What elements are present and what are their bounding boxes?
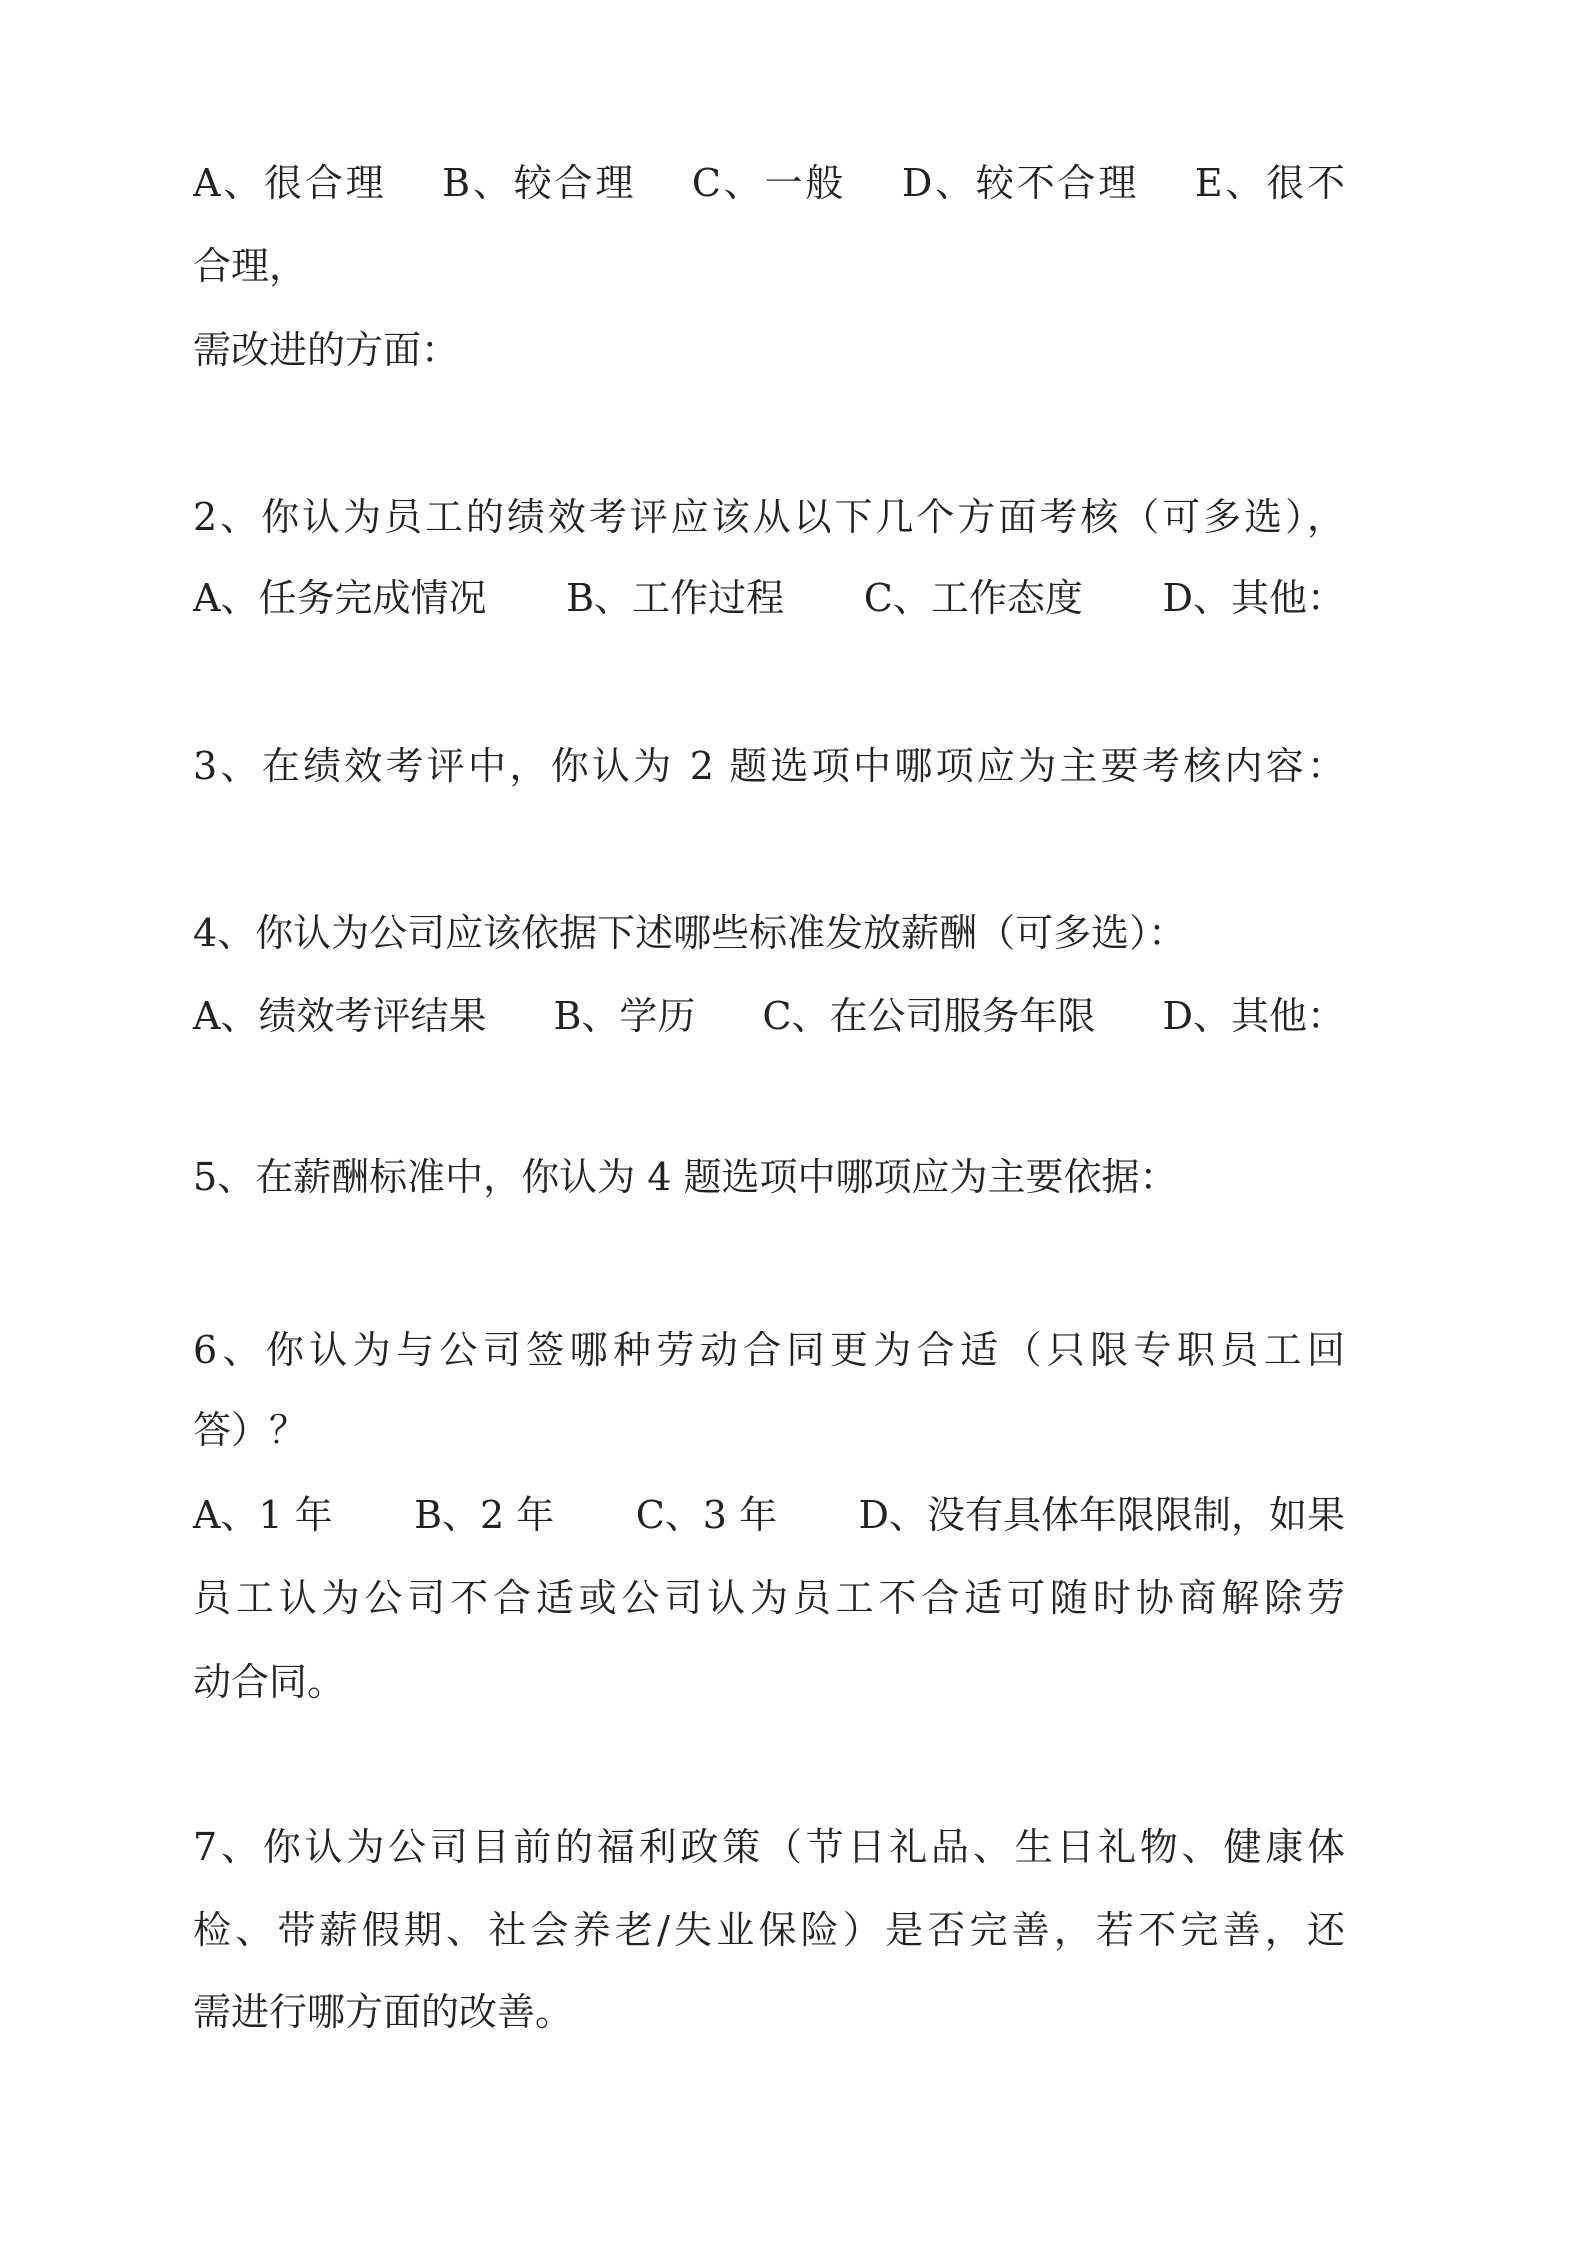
q4-option-b: B、学历 xyxy=(553,994,696,1038)
q2-option-d: D、其他： xyxy=(1162,576,1345,620)
q7-question-line-3: 需进行哪方面的改善。 xyxy=(193,1990,574,2034)
q4-options xyxy=(193,991,1345,1041)
q4-option-a: A、绩效考评结果 xyxy=(193,994,487,1038)
q6-option-a: A、1 年 xyxy=(193,1493,333,1537)
q6-option-d: D、没有具体年限限制，如果 xyxy=(858,1493,1345,1537)
q5-question: 5、在薪酬标准中，你认为 4 题选项中哪项应为主要依据： xyxy=(193,1155,1178,1199)
q7-question-line-2: 检、带薪假期、社会养老/失业保险）是否完善，若不完善，还 xyxy=(193,1908,1345,1952)
q2-option-c: C、工作态度 xyxy=(863,576,1083,620)
q6-options-line-3: 动合同。 xyxy=(193,1660,346,1704)
q6-option-b: B、2 年 xyxy=(414,1493,555,1537)
q2-option-a: A、任务完成情况 xyxy=(193,576,487,620)
q1-options-line-2: 合理， xyxy=(193,244,308,288)
q6-question-line-1: 6、你认为与公司签哪种劳动合同更为合适（只限专职员工回 xyxy=(193,1328,1345,1372)
q3-question: 3、在绩效考评中，你认为 2 题选项中哪项应为主要考核内容： xyxy=(193,744,1345,788)
q6-options-line-2: 员工认为公司不合适或公司认为员工不合适可随时协商解除劳 xyxy=(193,1576,1345,1620)
q1-options-line-1: A、很合理 B、较合理 C、一般 D、较不合理 E、很不 xyxy=(193,161,1345,205)
q1-improve-label: 需改进的方面： xyxy=(193,328,460,372)
q4-question: 4、你认为公司应该依据下述哪些标准发放薪酬（可多选）： xyxy=(193,911,1187,955)
q2-question: 2、你认为员工的绩效考评应该从以下几个方面考核（可多选）， xyxy=(193,495,1345,539)
q6-option-c: C、3 年 xyxy=(635,1493,778,1537)
q7-question-line-1: 7、你认为公司目前的福利政策（节日礼品、生日礼物、健康体 xyxy=(193,1825,1345,1869)
q2-options xyxy=(193,573,1345,623)
q4-option-c: C、在公司服务年限 xyxy=(762,994,1096,1038)
q4-option-d: D、其他： xyxy=(1162,994,1345,1038)
q2-option-b: B、工作过程 xyxy=(566,576,785,620)
q6-question-line-2: 答）？ xyxy=(193,1408,308,1452)
q6-options-line-1 xyxy=(193,1490,1345,1540)
